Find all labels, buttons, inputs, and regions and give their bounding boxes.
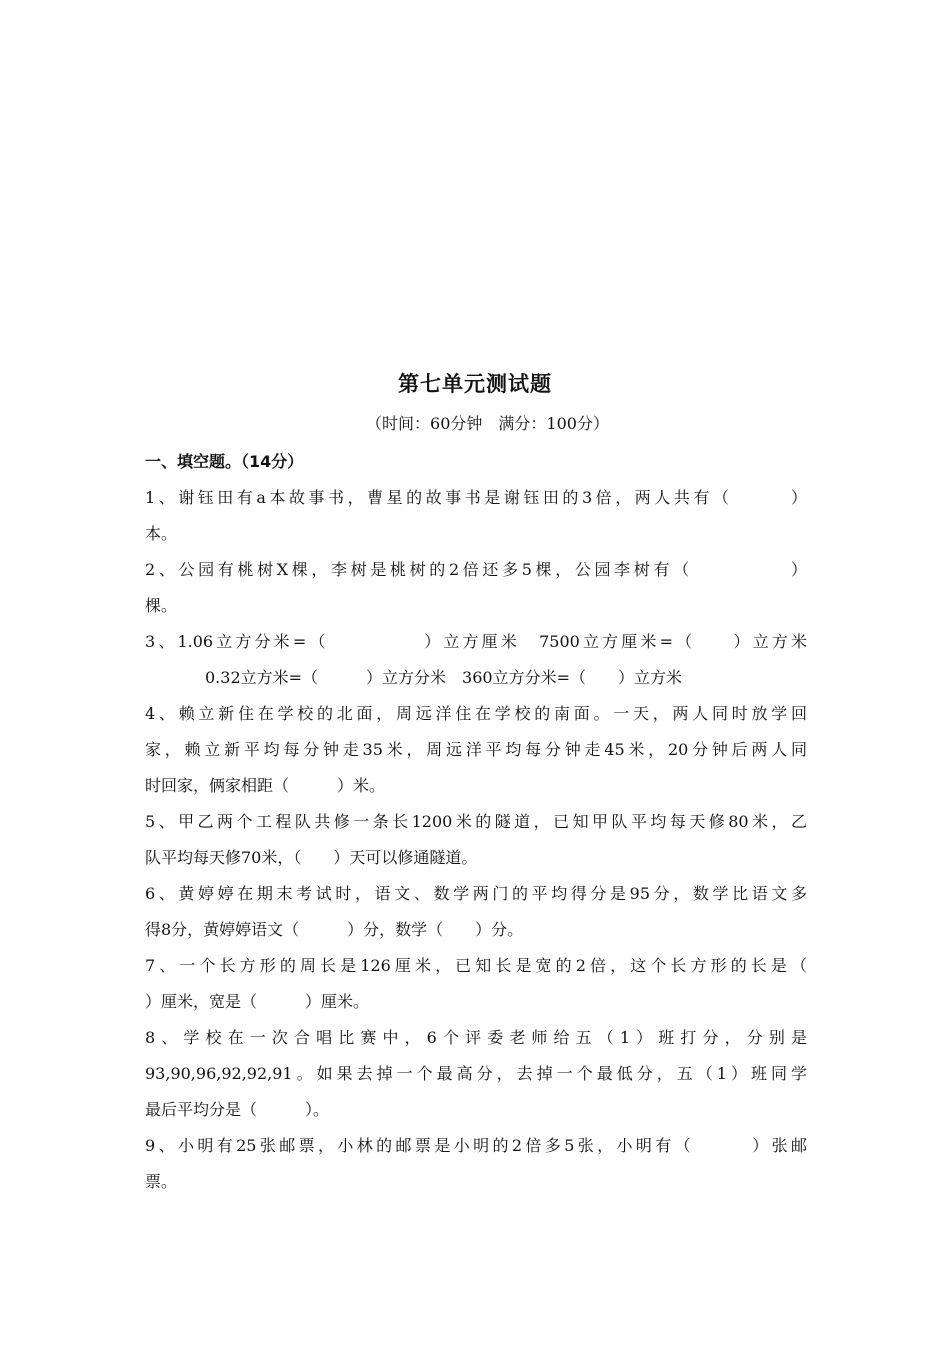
question-line: 最后平均分是（ ）。 [145,1100,330,1119]
question-line: 时回家，俩家相距（ ）米。 [145,776,386,795]
question-line: ）厘米，宽是（ ）厘米。 [145,992,370,1011]
question-line: 得8分，黄婷婷语文（ ）分，数学（ ）分。 [145,920,524,939]
question-line: 3、1.06立方分米=（ ）立方厘米 7500立方厘米=（ ）立方米 [145,632,807,651]
question-line: 8、学校在一次合唱比赛中，6个评委老师给五（1）班打分，分别是 [145,1028,807,1047]
page-title: 第七单元测试题 [398,372,552,396]
question-4 [145,696,807,804]
question-line: 9、小明有25张邮票，小林的邮票是小明的2倍多5张，小明有（ ）张邮 [145,1136,807,1155]
question-5 [145,804,807,876]
question-8 [145,1020,807,1128]
question-6 [145,876,807,948]
question-line: 棵。 [145,596,178,615]
question-line: 7、一个长方形的周长是126厘米，已知长是宽的2倍，这个长方形的长是（ [145,956,807,975]
section-heading: 一、填空题。（14分） [145,452,304,471]
question-line: 队平均每天修70米，（ ）天可以修通隧道。 [145,848,478,867]
question-line: 家，赖立新平均每分钟走35米，周远洋平均每分钟走45米，20分钟后两人同 [145,740,807,759]
question-2 [145,552,807,624]
question-line: 93,90,96,92,92,91。如果去掉一个最高分，去掉一个最低分，五（1）班同学 [145,1064,807,1083]
question-3 [145,624,807,696]
question-line: 本。 [145,524,178,543]
question-line: 0.32立方米=（ ）立方分米 360立方分米=（ ）立方米 [205,668,682,687]
question-list [145,480,807,1200]
question-line: 5、甲乙两个工程队共修一条长1200米的隧道，已知甲队平均每天修80米，乙 [145,812,807,831]
question-line: 1、谢钰田有a本故事书，曹星的故事书是谢钰田的3倍，两人共有（ ） [145,488,807,507]
exam-info: （时间：60分钟 满分：100分） [366,414,609,433]
question-1 [145,480,807,552]
question-line: 4、赖立新住在学校的北面，周远洋住在学校的南面。一天，两人同时放学回 [145,704,807,723]
question-7 [145,948,807,1020]
question-line: 票。 [145,1172,178,1191]
question-9 [145,1128,807,1200]
question-line: 2、公园有桃树X棵，李树是桃树的2倍还多5棵，公园李树有（ ） [145,560,807,579]
question-line: 6、黄婷婷在期末考试时，语文、数学两门的平均得分是95分，数学比语文多 [145,884,807,903]
